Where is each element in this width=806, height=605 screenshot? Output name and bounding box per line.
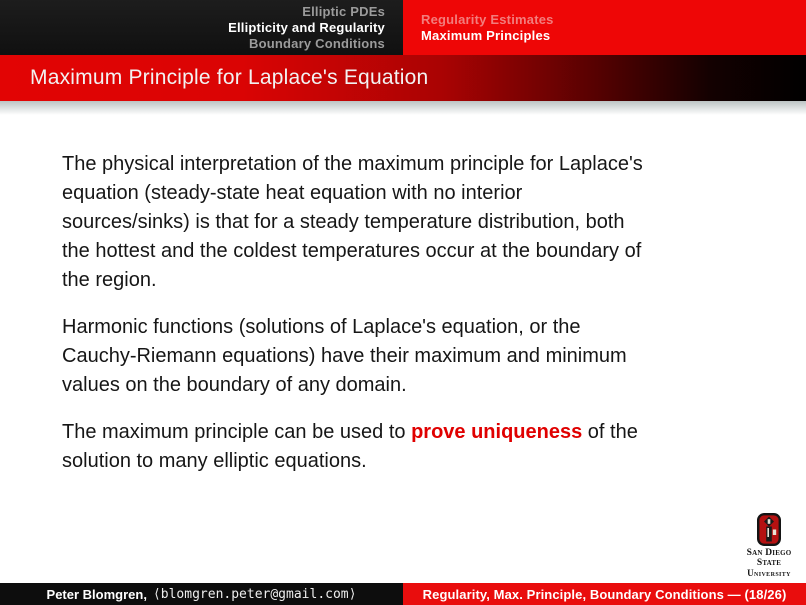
body-line: values on the boundary of any domain. (62, 374, 407, 396)
uniqueness-highlight: prove uniqueness (411, 421, 583, 443)
footer-author-area (0, 583, 403, 605)
body-line (62, 418, 762, 447)
paragraph-uniqueness (62, 418, 762, 476)
body-line: Cauchy-Riemann equations) have their maximum and minimum (62, 345, 627, 367)
header-section-boundary: Boundary Conditions (249, 35, 385, 51)
university-logo (735, 513, 803, 578)
header (0, 0, 806, 55)
header-section-ellipticity: Ellipticity and Regularity (228, 19, 385, 35)
header-section-elliptic-pdes: Elliptic PDEs (302, 3, 385, 19)
footer-author-name: Peter Blomgren, (46, 586, 147, 602)
footer (0, 583, 806, 605)
body-line: equation (steady-state heat equation with no interior (62, 182, 523, 204)
uniqueness-text-after: of the (582, 421, 638, 443)
frame-title: Maximum Principle for Laplace's Equation (30, 66, 429, 89)
footer-section-area (403, 583, 806, 605)
uniqueness-text-before: The maximum principle can be used to (62, 421, 412, 443)
body-line: the hottest and the coldest temperatures occur at the boundary of (62, 240, 642, 262)
footer-section-page-indicator: Regularity, Max. Principle, Boundary Conditions — (18/26) (422, 586, 787, 602)
header-subsection-max-principles: Maximum Principles (421, 27, 551, 43)
body-line: sources/sinks) is that for a steady temperature distribution, both (62, 211, 625, 233)
paragraph-harmonic-functions (62, 313, 762, 400)
slide-body (62, 150, 762, 494)
footer-author-email: ⟨blomgren.peter@gmail.com⟩ (152, 586, 357, 602)
header-section-list (0, 0, 403, 55)
title-bar-shadow (0, 101, 806, 115)
body-line: Harmonic functions (solutions of Laplace's equation, or the (62, 316, 581, 338)
logo-text-line2: University (747, 568, 791, 578)
paragraph-physical-interpretation (62, 150, 762, 295)
body-line: The physical interpretation of the maximum principle for Laplace's (62, 153, 643, 175)
header-subsection-regularity-est: Regularity Estimates (421, 11, 554, 27)
body-line: solution to many elliptic equations. (62, 450, 367, 472)
header-subsection-list (403, 0, 806, 55)
body-line: the region. (62, 269, 157, 291)
university-emblem-icon (757, 513, 781, 546)
frame-title-bar (0, 55, 806, 101)
logo-text-line1: San Diego State (746, 548, 792, 568)
